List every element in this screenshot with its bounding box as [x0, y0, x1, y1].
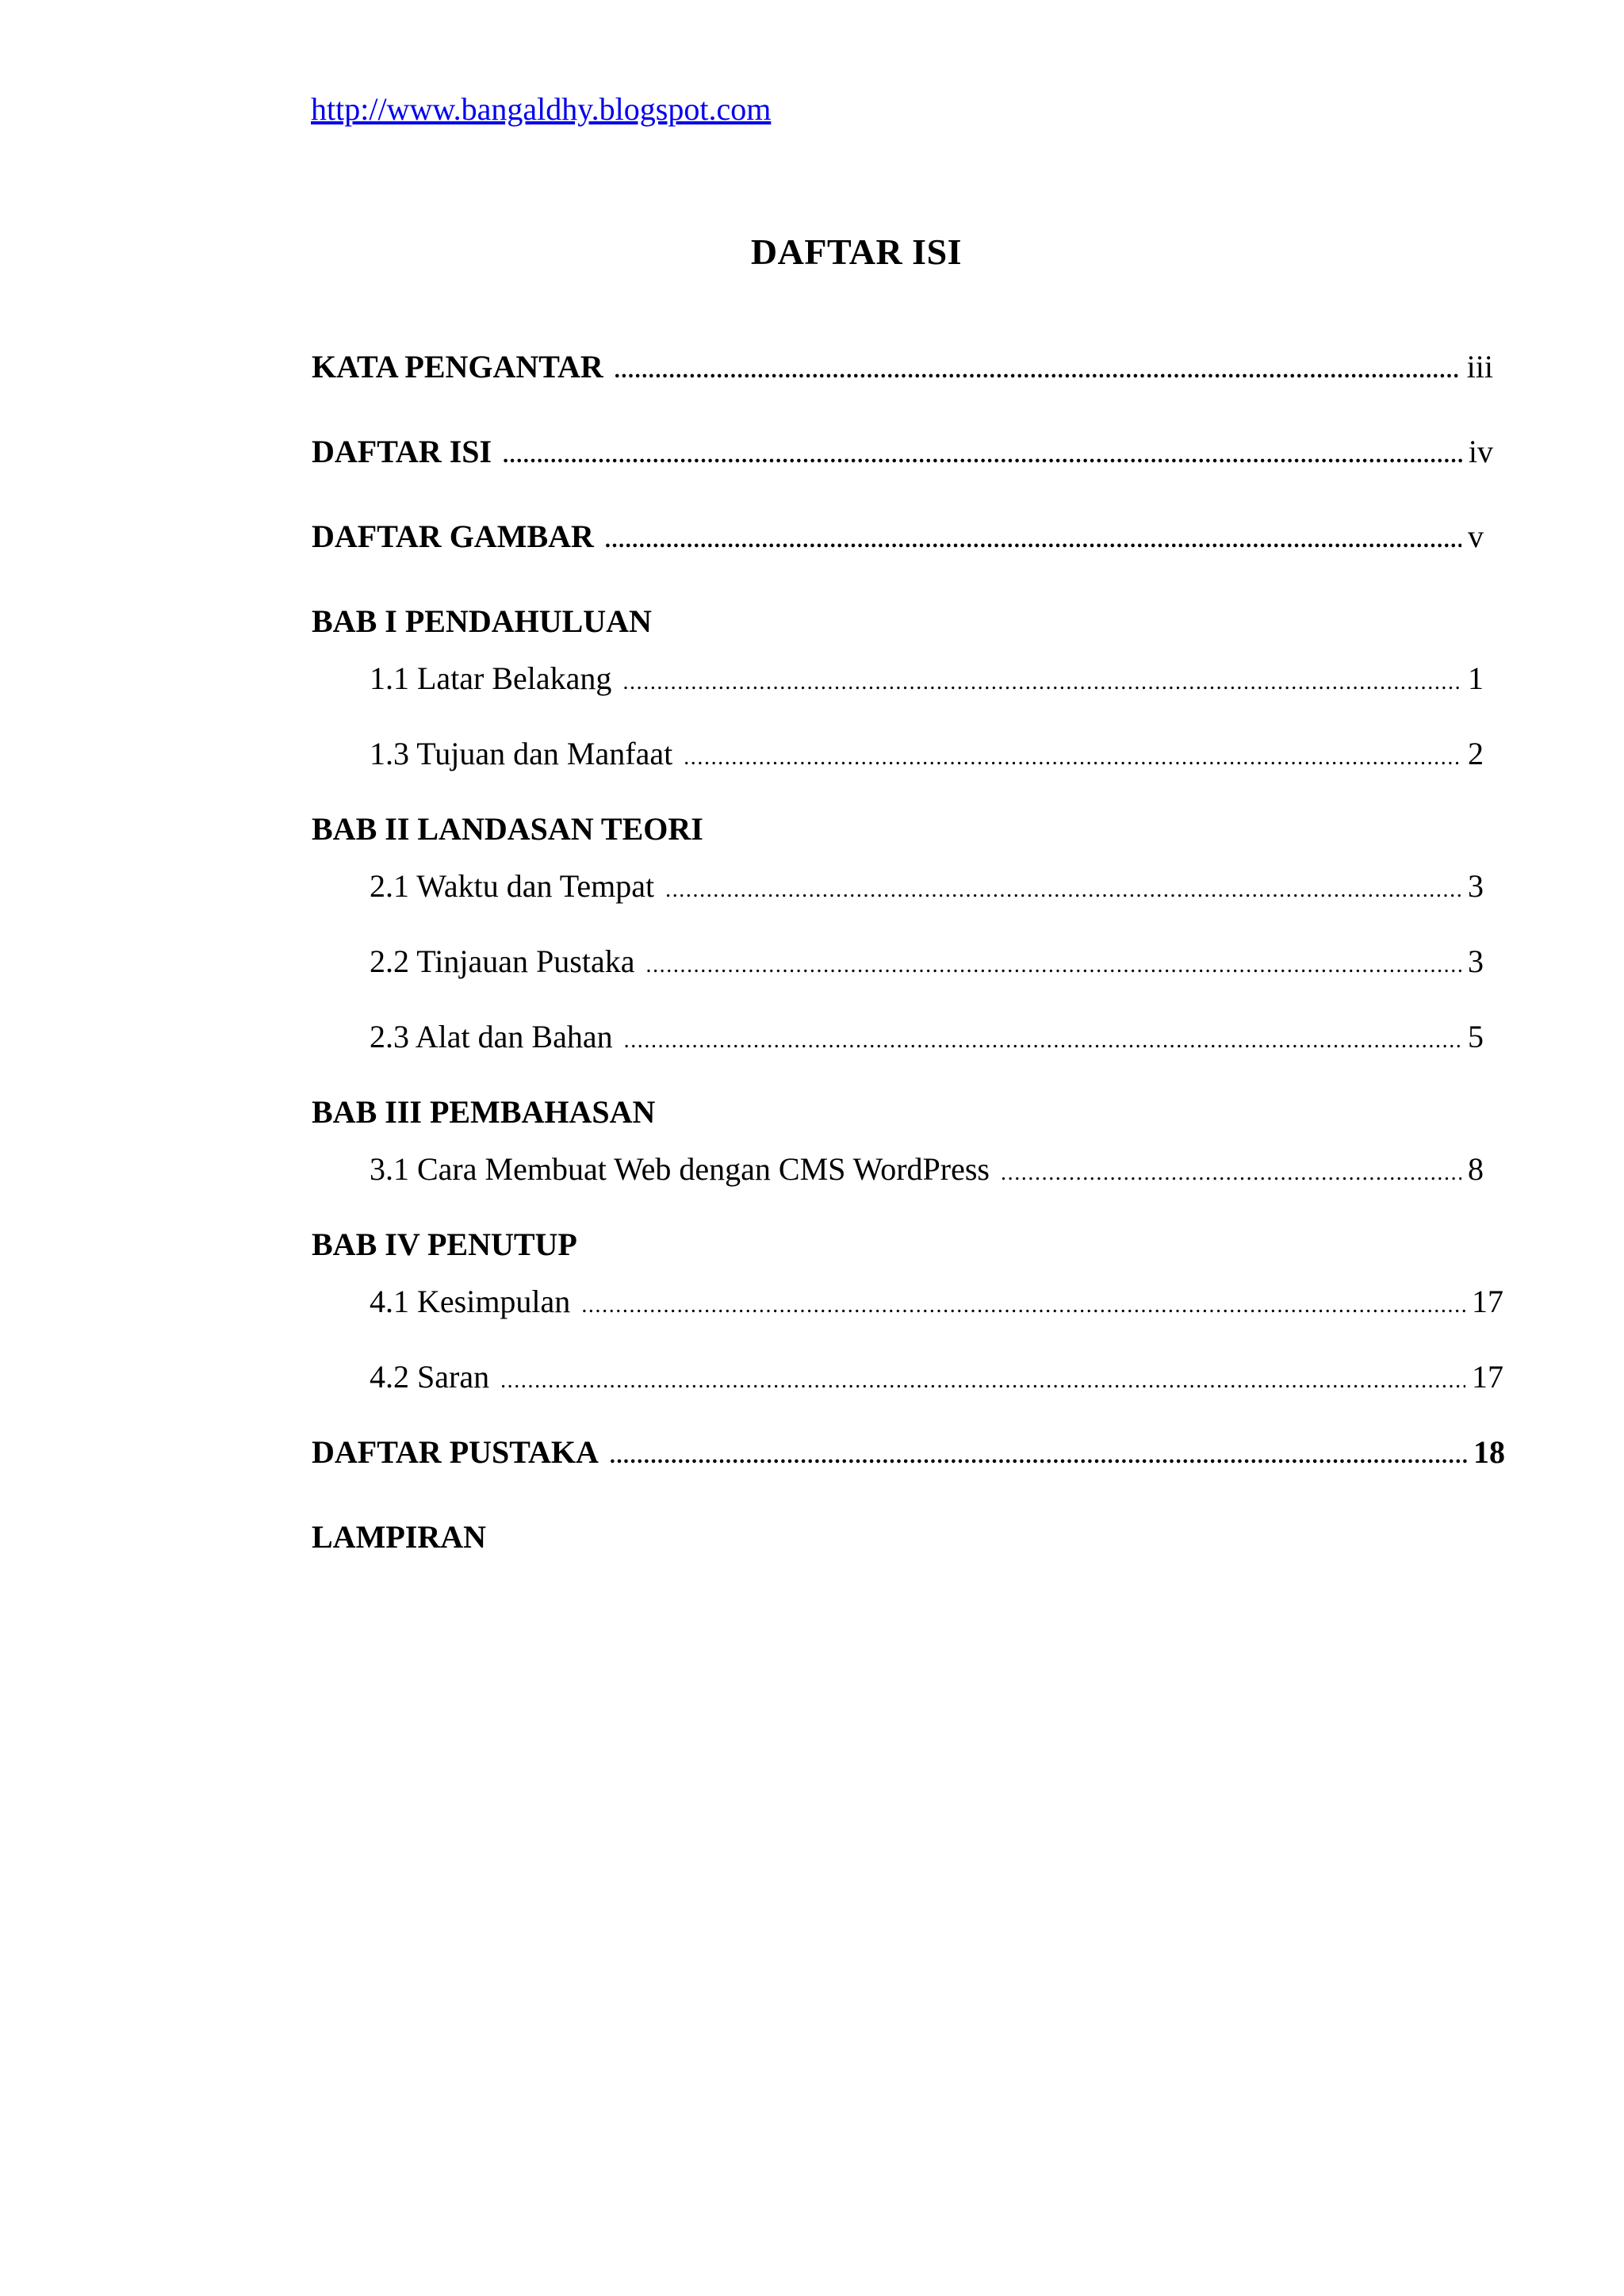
- toc-entry-label: 4.2 Saran: [370, 1359, 490, 1395]
- dot-leader: [684, 747, 1461, 769]
- dot-leader: [645, 955, 1461, 977]
- toc-entry-daftar-gambar: [312, 521, 1484, 553]
- toc-entry-page: iii: [1466, 349, 1493, 385]
- toc-entry-page: 5: [1468, 1019, 1484, 1054]
- toc-chapter-heading-bab-1: BAB I PENDAHULUAN: [312, 603, 652, 639]
- dot-leader: [503, 445, 1462, 467]
- dot-leader: [1001, 1162, 1461, 1184]
- toc-chapter-heading-bab-3: BAB III PEMBAHASAN: [312, 1094, 656, 1130]
- toc-entry-page: v: [1468, 519, 1484, 554]
- page-title: DAFTAR ISI: [750, 232, 963, 272]
- toc-entry-page: 17: [1472, 1284, 1503, 1319]
- toc-entry-daftar-isi: [312, 436, 1493, 468]
- dot-leader: [610, 1445, 1467, 1468]
- dot-leader: [665, 879, 1461, 901]
- toc-entry-1-3: [370, 738, 1484, 770]
- toc-entry-label: 1.3 Tujuan dan Manfaat: [370, 736, 673, 771]
- toc-entry-3-1: [370, 1151, 1484, 1187]
- toc-entry-kata-pengantar: [312, 351, 1493, 383]
- toc-entry-page: 8: [1468, 1151, 1484, 1187]
- toc-entry-label: DAFTAR ISI: [312, 434, 492, 469]
- toc-entry-page: 17: [1472, 1359, 1503, 1395]
- toc-entry-4-2: [370, 1361, 1503, 1393]
- toc-entry-label: 4.1 Kesimpulan: [370, 1284, 571, 1319]
- toc-chapter-heading-bab-2: BAB II LANDASAN TEORI: [312, 811, 703, 847]
- toc-entry-label: 2.3 Alat dan Bahan: [370, 1019, 613, 1054]
- toc-entry-page: 18: [1473, 1434, 1505, 1470]
- toc-entry-page: 3: [1468, 943, 1484, 979]
- toc-entry-label: 2.2 Tinjauan Pustaka: [370, 943, 635, 979]
- toc-entry-daftar-pustaka: [312, 1434, 1505, 1470]
- toc-entry-label: 3.1 Cara Membuat Web dengan CMS WordPress: [370, 1151, 990, 1187]
- header-url-link[interactable]: http://www.bangaldhy.blogspot.com: [311, 91, 772, 127]
- toc-entry-1-1: [370, 660, 1484, 696]
- dot-leader: [622, 672, 1461, 694]
- toc-entry-label: KATA PENGANTAR: [312, 349, 603, 385]
- dot-leader: [615, 360, 1461, 382]
- toc-entry-lampiran: LAMPIRAN: [312, 1519, 486, 1555]
- toc-entry-page: 3: [1468, 868, 1484, 904]
- toc-entry-label: DAFTAR GAMBAR: [312, 519, 594, 554]
- dot-leader: [500, 1370, 1465, 1392]
- toc-entry-label: 2.1 Waktu dan Tempat: [370, 868, 655, 904]
- dot-leader: [624, 1030, 1461, 1052]
- toc-entry-page: iv: [1468, 434, 1493, 469]
- toc-entry-page: 2: [1468, 736, 1484, 771]
- toc-entry-label: DAFTAR PUSTAKA: [312, 1434, 599, 1470]
- toc-entry-2-2: [370, 943, 1484, 979]
- toc-entry-2-1: [370, 868, 1484, 904]
- toc-entry-label: 1.1 Latar Belakang: [370, 660, 612, 696]
- toc-entry-4-1: [370, 1286, 1503, 1318]
- toc-entry-page: 1: [1468, 660, 1484, 696]
- toc-entry-2-3: [370, 1021, 1484, 1053]
- dot-leader: [581, 1295, 1465, 1317]
- toc-chapter-heading-bab-4: BAB IV PENUTUP: [312, 1226, 577, 1262]
- dot-leader: [605, 530, 1461, 552]
